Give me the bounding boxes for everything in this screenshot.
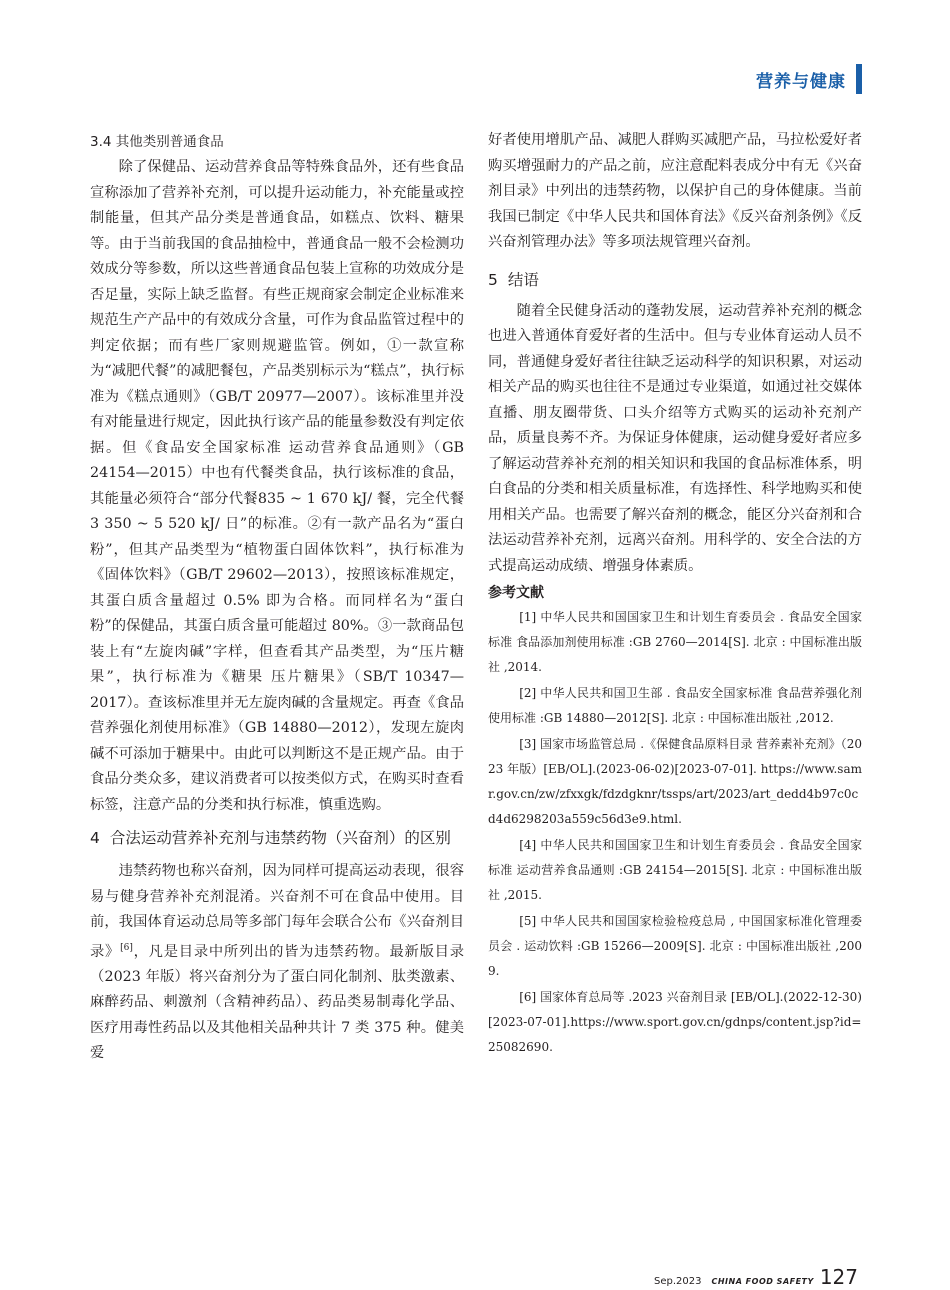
paragraph-conclusion: 随着全民健身活动的蓬勃发展，运动营养补充剂的概念也进入普通体育爱好者的生活中。但与专业体育运动人员不同，普通健身爱好者往往缺乏运动科学的知识积累，对运动相关产品的购买也往往不是通过专业渠道，如通过社交媒体直播、朋友圈带货、口头介绍等方式购买的运动补充剂产品，质量良莠不齐。为保证身体健康，运动健身爱好者应多了解运动营养补充剂的相关知识和我国的食品标准体系，明白食品的分类和相关质量标准，有选择性、科学地购买和使用相关产品。也需要了解兴奋剂的概念，能区分兴奋剂和合法运动营养补充剂，远离兴奋剂。用科学的、安全合法的方式提高运动成绩、增强身体素质。 <box>488 302 862 574</box>
reference-item: [3] 国家市场监管总局 .《保健食品原料目录 营养素补充剂》（2023 年版）[EB/OL].(2023-06-02)[2023-07-01]. https://www.samr.gov.cn/zw/zfxxgk/fdzdgknr/tssps/art/2023/art_dedd4b97c0cd4d6298203a559c56d3e9.html. <box>488 737 862 826</box>
left-column <box>90 128 464 1067</box>
section-4-number: 4 <box>90 829 100 847</box>
section-5-title: 结语 <box>507 270 539 289</box>
reference-item: [6] 国家体育总局等 .2023 兴奋剂目录 [EB/OL].(2022-12-30)[2023-07-01].https://www.sport.gov.cn/gdnps/content.jsp?id=25082690. <box>488 990 862 1054</box>
heading-section-4 <box>90 826 464 851</box>
magazine-name: CHINA FOOD SAFETY <box>711 1277 814 1286</box>
paragraph-section-4-part1: 违禁药物也称兴奋剂，因为同样可提高运动表现，很容易与健身营养补充剂混淆。兴奋剂不可在食品中使用。目前，我国体育运动总局等多部门每年会联合公布《兴奋剂目录》 <box>90 863 464 960</box>
paragraph-continued: 好者使用增肌产品、减肥人群购买减肥产品，马拉松爱好者购买增强耐力的产品之前，应注意配料表成分中有无《兴奋剂目录》中列出的违禁药物，以保护自己的身体健康。当前我国已制定《中华人民共和国体育法》《反兴奋剂条例》《反兴奋剂管理办法》等多项法规管理兴奋剂。 <box>488 132 862 250</box>
page-header <box>756 64 862 94</box>
reference-list <box>488 605 862 1060</box>
paragraph-section-4-part2: ，凡是目录中所列出的皆为违禁药物。最新版目录（2023 年版）将兴奋剂分为了蛋白同化制剂、肽类激素、麻醉药品、刺激剂（含精神药品）、药品类易制毒化学品、医疗用毒性药品以及其他相关品种共计 7 类 375 种。健美爱 <box>90 943 465 1062</box>
reference-item: [1] 中华人民共和国国家卫生和计划生育委员会 . 食品安全国家标准 食品添加剂使用标准 :GB 2760—2014[S]. 北京 : 中国标准出版社 ,2014. <box>488 610 862 674</box>
right-column <box>488 128 862 1061</box>
paragraph-section-4 <box>90 859 464 1067</box>
heading-3-4: 3.4 其他类别普通食品 <box>90 134 224 150</box>
section-title: 营养与健康 <box>756 71 846 92</box>
reference-item: [2] 中华人民共和国卫生部 . 食品安全国家标准 食品营养强化剂使用标准 :GB 14880—2012[S]. 北京 : 中国标准出版社 ,2012. <box>488 686 862 725</box>
issue-date: Sep.2023 <box>653 1276 702 1287</box>
citation-6: [6] <box>120 942 133 953</box>
page-number: 127 <box>819 1265 858 1289</box>
references-heading: 参考文献 <box>488 585 544 601</box>
section-5-number: 5 <box>488 270 498 289</box>
page-footer <box>653 1265 858 1289</box>
paragraph-3-4: 除了保健品、运动营养食品等特殊食品外，还有些食品宣称添加了营养补充剂，可以提升运动能力，补充能量或控制能量，但其产品分类是普通食品，如糕点、饮料、糖果等。由于当前我国的食品抽检中，普通食品一般不会检测功效成分等参数，所以这些普通食品包装上宣称的功效成分是否足量，实际上缺乏监督。有些正规商家会制定企业标准来规范生产产品中的有效成分含量，可作为食品监管过程中的判定依据；而有些厂家则规避监管。例如，①一款宣称为“减肥代餐”的减肥餐包，产品类别标示为“糕点”，执行标准为《糕点通则》（GB/T 20977—2007）。该标准里并没有对能量进行规定，因此执行该产品的能量参数没有判定依据。但《食品安全国家标准 运动营养食品通则》（GB 24154—2015）中也有代餐类食品，执行该标准的食品，其能量必须符合“部分代餐835 ~ 1 670 kJ/ 餐，完全代餐 3 350 ~ 5 520 kJ/ 日”的标准。②有一款产品名为“蛋白粉”，但其产品类型为“植物蛋白固体饮料”，执行标准为《固体饮料》（GB/T 29602—2013），按照该标准规定，其蛋白质含量超过 0.5% 即为合格。而同样名为“蛋白粉”的保健品，其蛋白质含量可能超过 80%。③一款商品包装上有“左旋肉碱”字样，但查看其产品类型，为“压片糖果”，执行标准为《糖果 压片糖果》（SB/T 10347—2017）。查该标准里并无左旋肉碱的含量规定。再查《食品营养强化剂使用标准》（GB 14880—2012），发现左旋肉碱不可添加于糖果中。由此可以判断这不是正规产品。由于食品分类众多，建议消费者可以按类似方式，在购买时查看标签，注意产品的分类和执行标准，慎重选购。 <box>90 159 464 813</box>
reference-item: [4] 中华人民共和国国家卫生和计划生育委员会 . 食品安全国家标准 运动营养食品通则 :GB 24154—2015[S]. 北京 : 中国标准出版社 ,2015. <box>488 838 862 902</box>
reference-item: [5] 中华人民共和国国家检验检疫总局 , 中国国家标准化管理委员会 . 运动饮料 :GB 15266—2009[S]. 北京 : 中国标准出版社 ,2009. <box>488 914 862 978</box>
section-4-title: 合法运动营养补充剂与违禁药物（兴奋剂）的区别 <box>109 829 451 847</box>
heading-section-5 <box>488 268 862 293</box>
header-accent-bar <box>856 64 862 94</box>
